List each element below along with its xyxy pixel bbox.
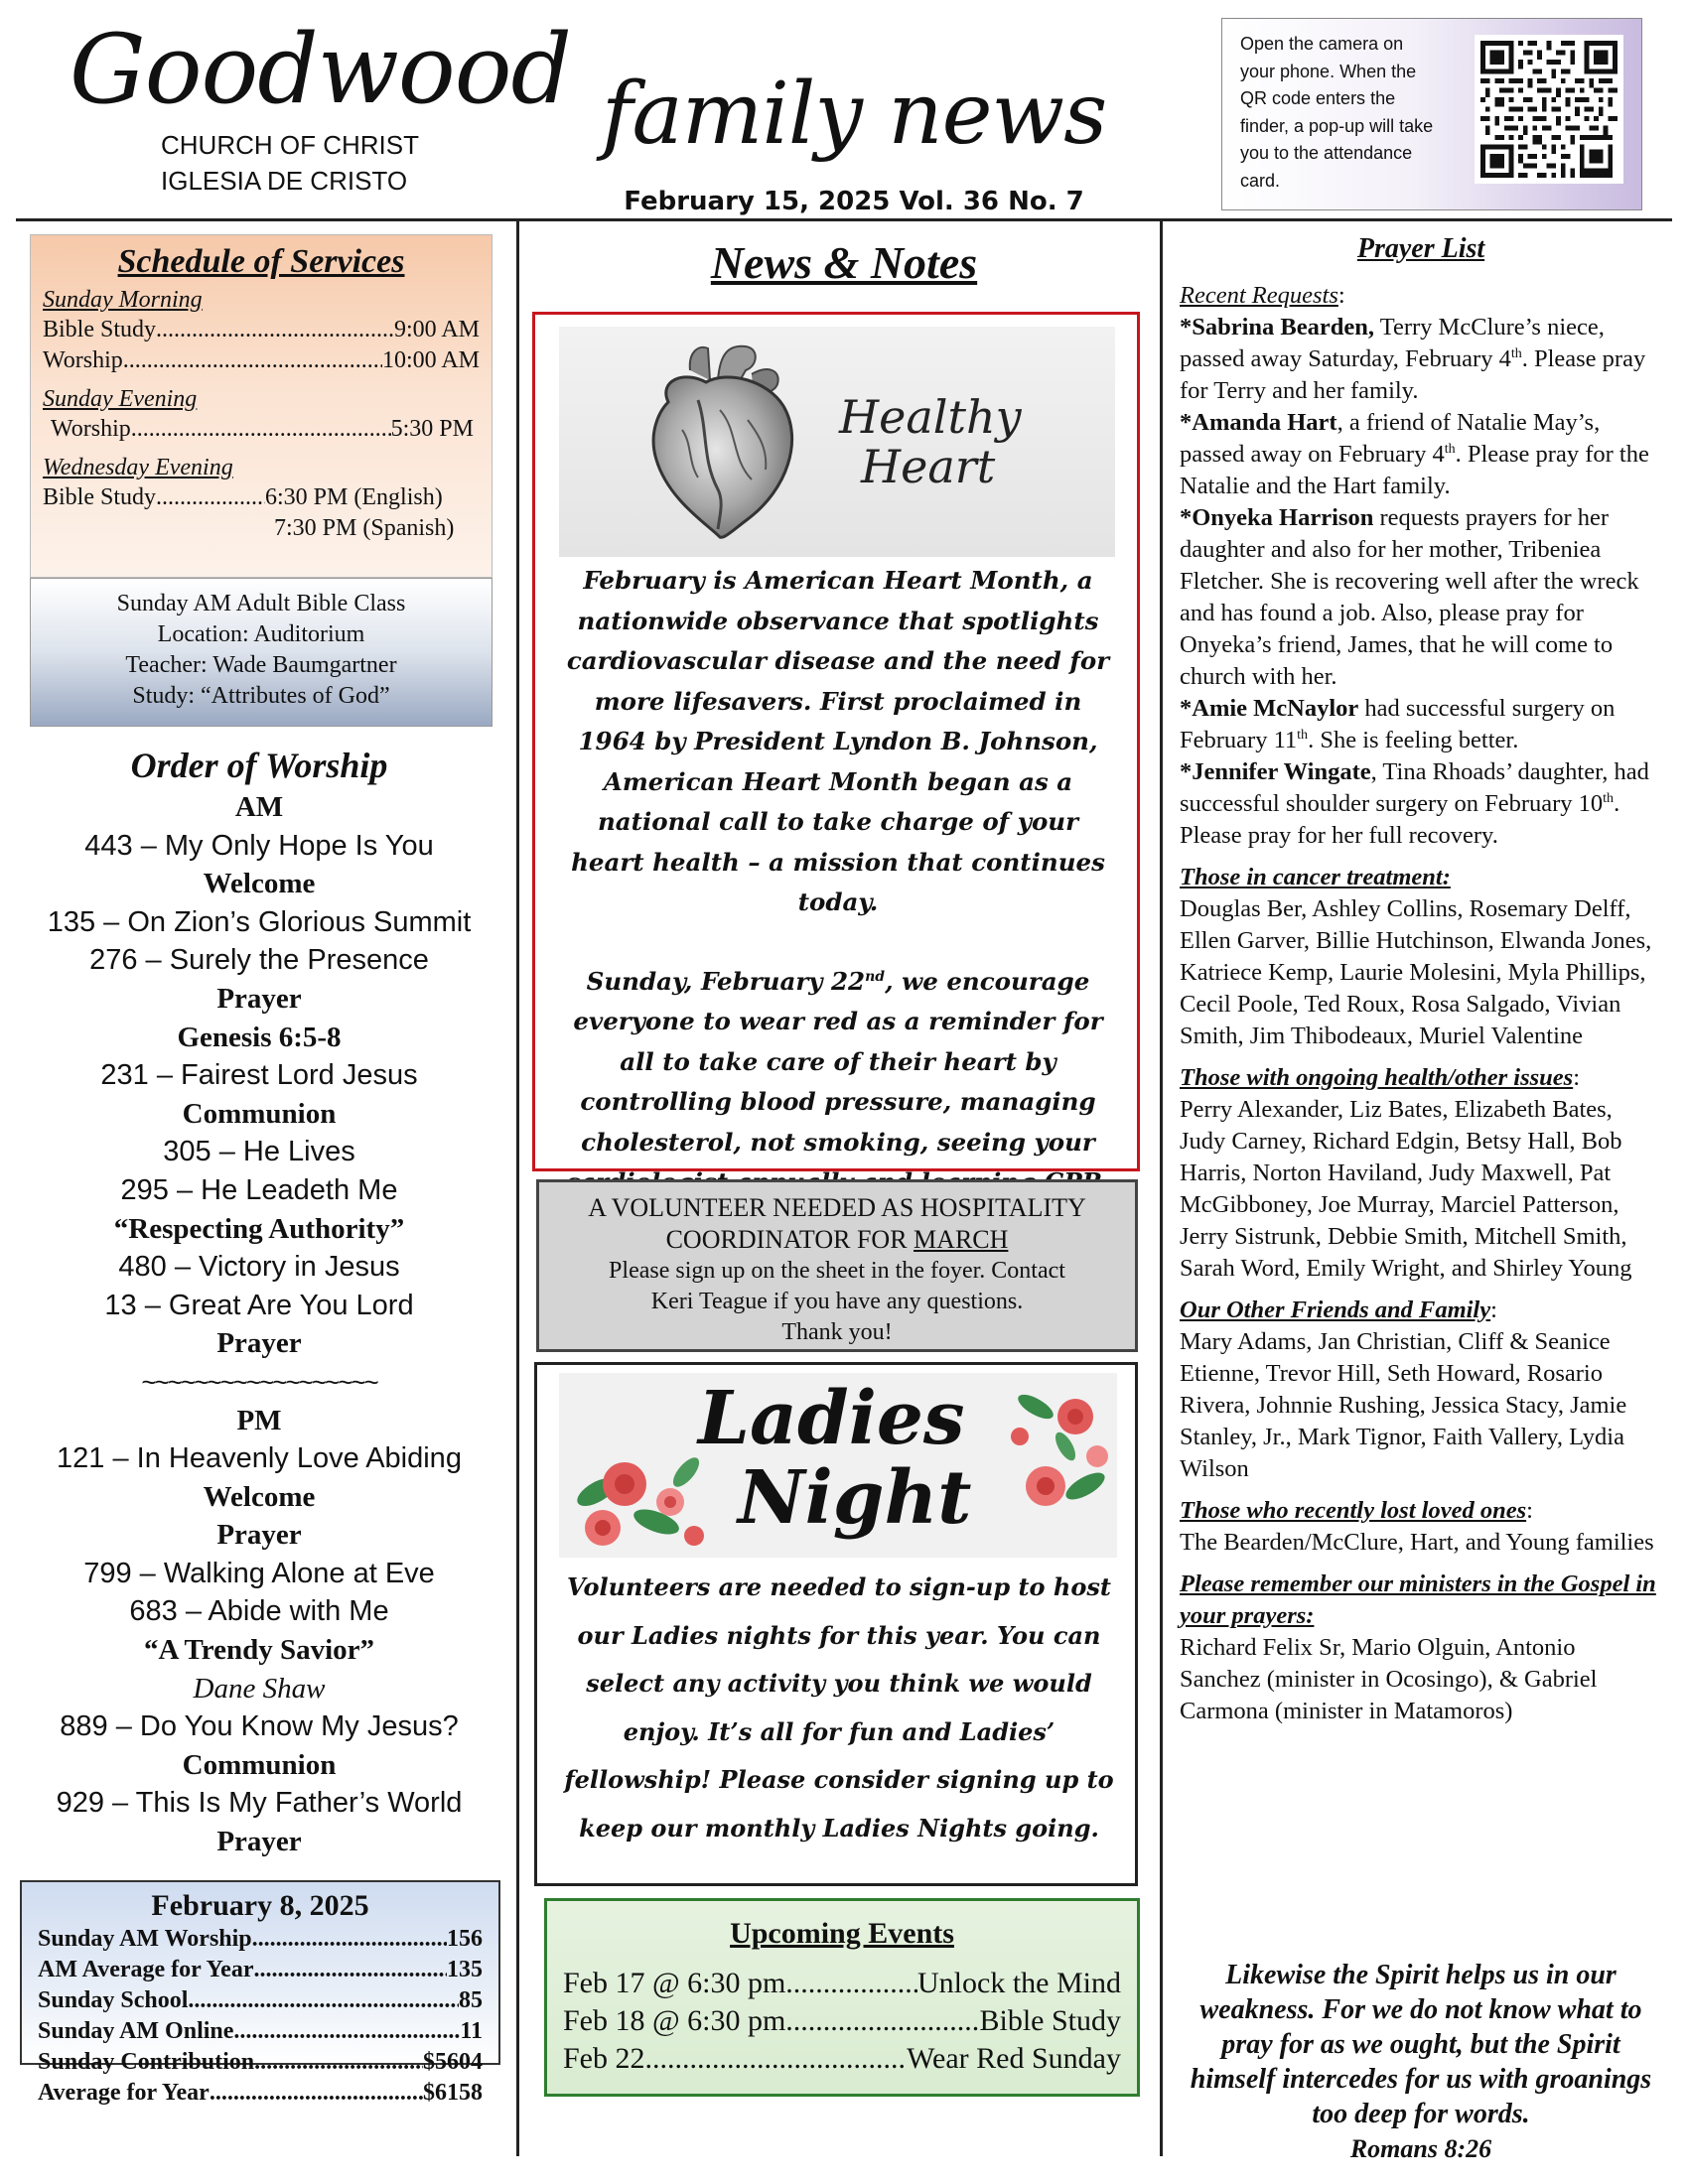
ladies-night-text: Volunteers are needed to sign-up to host our Ladies nights for this year. You can select any activity you think we would enjoy. It’s all for fun and Ladies’ fellowship! Please consider signing up to keep our monthly Ladies Nights going. xyxy=(564,1572,1114,1843)
worship-item: Communion xyxy=(182,1748,337,1781)
worship-item: “Respecting Authority” xyxy=(113,1212,405,1245)
schedule-row: Bible Study ..... 9:00 AM xyxy=(43,315,480,345)
anatomical-heart-icon xyxy=(629,341,817,543)
order-of-worship-title: Order of Worship xyxy=(130,746,388,785)
event-row: Feb 18 @ 6:30 pm ..... Bible Study xyxy=(563,2002,1121,2040)
header-divider xyxy=(16,218,1672,221)
worship-item: Communion xyxy=(182,1097,337,1130)
church-brand xyxy=(70,14,571,199)
ministers-names: Richard Felix Sr, Mario Olguin, Antonio Sanchez (minister in Ocosingo), & Gabriel Carmona (minister in Matamoros) xyxy=(1180,1634,1598,1724)
masthead xyxy=(596,65,1112,216)
heart-month-text xyxy=(557,561,1119,1203)
friends-family-names: Mary Adams, Jan Christian, Cliff & Seanice Etienne, Trevor Hill, Seth Howard, Rosario Rivera, Johnnie Rushing, Jessica Stacy, Jamie Stanley, Jr., Mark Tignor, Faith Vallery, Lydia Wilson xyxy=(1180,1328,1627,1482)
worship-item: PM xyxy=(236,1404,282,1436)
worship-item: 121 – In Heavenly Love Abiding xyxy=(57,1442,462,1475)
volunteer-contact: Keri Teague if you have any questions. xyxy=(650,1289,1024,1314)
schedule-row: Worship ..... 10:00 AM xyxy=(43,345,480,376)
worship-item: Prayer xyxy=(216,1327,302,1360)
friends-family-heading: Our Other Friends and Family: xyxy=(1180,1297,1497,1323)
column-divider-left xyxy=(516,220,519,2156)
adult-class-study: Study: “Attributes of God” xyxy=(132,683,390,709)
worship-item: 480 – Victory in Jesus xyxy=(118,1251,400,1284)
church-subtitle-spanish: IGLESIA DE CRISTO xyxy=(161,166,408,196)
scripture-reference: Romans 8:26 xyxy=(1349,2134,1492,2163)
upcoming-events xyxy=(544,1898,1140,2097)
lost-loved-ones-names: The Bearden/McClure, Hart, and Young families xyxy=(1180,1529,1654,1556)
worship-item: Welcome xyxy=(203,1480,316,1513)
column-divider-right xyxy=(1160,220,1163,2156)
worship-item: 683 – Abide with Me xyxy=(129,1595,389,1628)
volunteer-heading-2: COORDINATOR FOR MARCH xyxy=(665,1225,1009,1254)
volunteer-heading-1: A VOLUNTEER NEEDED AS HOSPITALITY xyxy=(588,1193,1086,1222)
worship-item: 443 – My Only Hope Is You xyxy=(84,829,434,862)
issue-date: February 15, 2025 Vol. 36 No. 7 xyxy=(624,187,1084,216)
adult-bible-class xyxy=(30,578,492,727)
worship-item: Prayer xyxy=(216,982,302,1015)
worship-item: “A Trendy Savior” xyxy=(143,1634,375,1667)
ladies-night-script: Ladies Night xyxy=(698,1376,972,1541)
stat-row: Sunday AM Online ..... 11 xyxy=(38,2016,483,2047)
worship-item: ~~~~~~~~~~~~~~~~~~ xyxy=(141,1366,377,1397)
ladies-night-banner xyxy=(559,1373,1117,1558)
worship-item: AM xyxy=(234,791,284,823)
scripture-quote xyxy=(1180,1958,1662,2166)
prayer-list-title: Prayer List xyxy=(1356,233,1485,264)
worship-item: 305 – He Lives xyxy=(163,1136,355,1168)
ongoing-issues-heading: Those with ongoing health/other issues: xyxy=(1180,1064,1580,1091)
healthy-heart-script: Healthy Heart xyxy=(839,390,1022,493)
schedule-row: Worship ..... 5:30 PM xyxy=(43,414,480,445)
worship-item: Dane Shaw xyxy=(193,1672,326,1705)
volunteer-instructions: Please sign up on the sheet in the foyer. Contact xyxy=(609,1258,1065,1284)
worship-item: Prayer xyxy=(216,1826,302,1858)
schedule-of-services xyxy=(30,234,492,578)
worship-item: 799 – Walking Alone at Eve xyxy=(83,1557,435,1589)
volunteer-notice xyxy=(536,1179,1138,1352)
sunday-evening-heading: Sunday Evening xyxy=(43,386,198,412)
wednesday-evening-heading: Wednesday Evening xyxy=(43,455,233,480)
adult-class-teacher: Teacher: Wade Baumgartner xyxy=(125,652,397,678)
adult-class-location: Location: Auditorium xyxy=(157,621,365,647)
flower-right-icon xyxy=(996,1377,1115,1526)
worship-item: 929 – This Is My Father’s World xyxy=(56,1787,463,1820)
stats-date: February 8, 2025 xyxy=(151,1889,369,1922)
qr-instructions: Open the camera on your phone. When the QR code enters the finder, a pop-up will take you to the attendance card. xyxy=(1240,34,1434,191)
worship-item: Prayer xyxy=(216,1519,302,1552)
worship-item: 13 – Great Are You Lord xyxy=(104,1289,414,1321)
worship-item: 276 – Surely the Presence xyxy=(89,944,429,977)
schedule-row: Bible Study ..... 6:30 PM (English) xyxy=(43,482,480,513)
stat-row: Average for Year ..... $6158 xyxy=(38,2078,483,2109)
order-of-worship xyxy=(16,743,502,1861)
scripture-text: Likewise the Spirit helps us in our weakness. For we do not know what to pray for as we ought, but the Spirit himself intercedes for us with groanings too deep for words. xyxy=(1190,1960,1652,2129)
schedule-title: Schedule of Services xyxy=(117,243,405,280)
prayer-list xyxy=(1180,232,1662,1727)
cancer-treatment-names: Douglas Ber, Ashley Collins, Rosemary Delff, Ellen Garver, Billie Hutchinson, Elwanda Jones, Katriece Kemp, Laurie Molesini, Myla Phillips, Cecil Poole, Ted Roux, Rosa Salgado, Vivian Smith, Jim Thibodeaux, Muriel Valentine xyxy=(1180,895,1652,1049)
worship-item: 135 – On Zion’s Glorious Summit xyxy=(47,905,472,938)
qr-attendance-box xyxy=(1221,18,1642,210)
upcoming-events-title: Upcoming Events xyxy=(730,1917,954,1950)
healthy-heart-banner xyxy=(559,327,1115,557)
stat-row: AM Average for Year ..... 135 xyxy=(38,1955,483,1985)
heart-paragraph-1: February is American Heart Month, a nationwide observance that spotlights cardiovascular disease and the need for more lifesavers. First proclaimed in 1964 by President Lyndon B. Johnson, American Heart Month began as a national call to take charge of your heart health – a mission that continues today. xyxy=(566,566,1110,916)
heart-month-box xyxy=(532,312,1140,1171)
sunday-morning-heading: Sunday Morning xyxy=(43,287,203,313)
worship-item: 231 – Fairest Lord Jesus xyxy=(100,1059,418,1092)
stat-row: Sunday AM Worship ..... 156 xyxy=(38,1924,483,1955)
recent-requests: Recent Requests: *Sabrina Bearden, Terry McClure’s niece, passed away Saturday, February 4th. Please pray for Terry and her family. *Amanda Hart, a friend of Natalie May’s, passed away on February 4th. Please pray for the Natalie and the Hart family. *Onyeka Harrison requests prayers for her daughter and also for her mother, Tribeniea Fletcher. She is recovering well after the wreck and has found a job. Also, please pray for Onyeka’s friend, James, that he will come to church with her. *Amie McNaylor had successful surgery on February 11th. She is feeling better. *Jennifer Wingate, Tina Rhoads’ daughter, had successful shoulder surgery on February 10th. Please pray for her full recovery. xyxy=(1180,282,1649,849)
worship-item: 889 – Do You Know My Jesus? xyxy=(60,1710,459,1743)
ministers-heading: Please remember our ministers in the Gospel in your prayers: xyxy=(1180,1570,1656,1629)
lost-loved-ones-heading: Those who recently lost loved ones: xyxy=(1180,1497,1533,1524)
heart-paragraph-2: Sunday, February 22nd, we encourage everyone to wear red as a reminder for all to take care of their heart by controlling blood pressure, managing cholesterol, not smoking, seeing your xyxy=(573,966,1103,1157)
cancer-treatment-heading: Those in cancer treatment: xyxy=(1180,864,1451,890)
stat-row: Sunday School ..... 85 xyxy=(38,1985,483,2016)
event-row: Feb 17 @ 6:30 pm ..... Unlock the Mind xyxy=(563,1965,1121,2002)
stat-row: Sunday Contribution ..... $5604 xyxy=(38,2047,483,2078)
church-subtitle-english: CHURCH OF CHRIST xyxy=(161,130,419,160)
worship-item: Welcome xyxy=(203,868,316,900)
news-notes-title: News & Notes xyxy=(710,237,978,288)
ladies-night-box xyxy=(534,1362,1138,1886)
schedule-row: 7:30 PM (Spanish) xyxy=(274,515,455,541)
ongoing-issues-names: Perry Alexander, Liz Bates, Elizabeth Bates, Judy Carney, Richard Edgin, Betsy Hall, Bob Harris, Norton Haviland, Judy Maxwell, Pat McGibboney, Joe Murray, Marciel Patterson, Jerry Sistrunk, Debbie Smith, Mitchell Smith, Sarah Word, Emily Wright, and Shirley Young xyxy=(1180,1096,1632,1282)
event-row: Feb 22 ..... Wear Red Sunday xyxy=(563,2040,1121,2078)
church-name: Goodwood xyxy=(70,14,571,125)
worship-item: 295 – He Leadeth Me xyxy=(120,1173,398,1206)
worship-item: Genesis 6:5-8 xyxy=(177,1021,342,1053)
volunteer-thanks: Thank you! xyxy=(781,1319,893,1345)
flower-left-icon xyxy=(567,1433,716,1552)
qr-code-icon[interactable] xyxy=(1475,35,1623,184)
attendance-stats xyxy=(20,1880,500,2106)
newsletter-title: family news xyxy=(601,65,1107,164)
adult-class-title: Sunday AM Adult Bible Class xyxy=(116,591,406,616)
